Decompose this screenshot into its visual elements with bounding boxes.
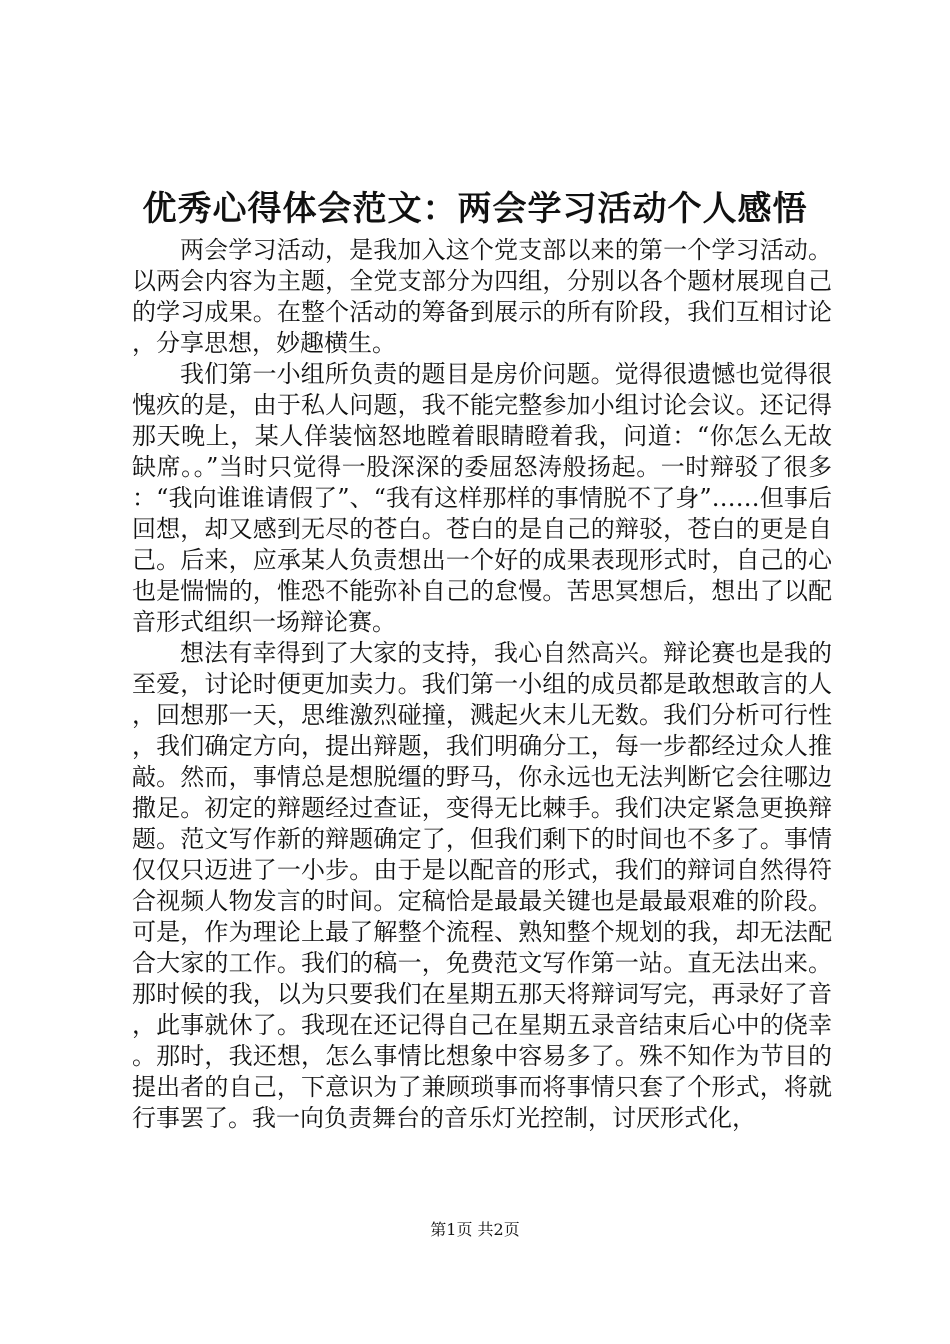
document-body — [132, 235, 832, 1134]
paragraph-2: 我们第一小组所负责的题目是房价问题。觉得很遗憾也觉得很愧疚的是，由于私人问题，我不能完整参加小组讨论会议。还记得那天晚上，某人佯装恼怒地瞠着眼睛瞪着我，问道：“你怎么无故缺席。。”当时只觉得一股深深的委屈怒涛般扬起。一时辩驳了很多：“我向谁谁请假了”、“我有这样那样的事情脱不了身”……但事后回想，却又感到无尽的苍白。苍白的是自己的辩驳，苍白的更是自己。后来，应承某人负责想出一个好的成果表现形式时，自己的心也是惴惴的，惟恐不能弥补自己的怠慢。苦思冥想后，想出了以配音形式组织一场辩论赛。 — [132, 360, 832, 636]
paragraph-3: 想法有幸得到了大家的支持，我心自然高兴。辩论赛也是我的至爱，讨论时便更加卖力。我们第一小组的成员都是敢想敢言的人，回想那一天，思维激烈碰撞，溅起火末儿无数。我们分析可行性，我们确定方向，提出辩题，我们明确分工，每一步都经过众人推敲。然而，事情总是想脱缰的野马，你永远也无法判断它会往哪边撒足。初定的辩题经过查证，变得无比棘手。我们决定紧急更换辩题。范文写作新的辩题确定了，但我们剩下的时间也不多了。事情仅仅只迈进了一小步。由于是以配音的形式，我们的辩词自然得符合视频人物发言的时间。定稿恰是最最关键也是最最艰难的阶段。可是，作为理论上最了解整个流程、熟知整个规划的我，却无法配合大家的工作。我们的稿一，免费范文写作第一站。直无法出来。那时候的我，以为只要我们在星期五那天将辩词写完，再录好了音，此事就休了。我现在还记得自己在星期五录音结束后心中的侥幸。那时，我还想，怎么事情比想象中容易多了。殊不知作为节目的提出者的自己，下意识为了兼顾琐事而将事情只套了个形式，将就行事罢了。我一向负责舞台的音乐灯光控制，讨厌形式化， — [132, 639, 832, 1132]
page-number-footer: 第1页 共2页 — [430, 1220, 520, 1239]
paragraph-1: 两会学习活动，是我加入这个党支部以来的第一个学习活动。以两会内容为主题，全党支部分为四组，分别以各个题材展现自己的学习成果。在整个活动的筹备到展示的所有阶段，我们互相讨论，分享思想，妙趣横生。 — [132, 236, 832, 357]
document-title: 优秀心得体会范文：两会学习活动个人感悟 — [142, 189, 808, 229]
